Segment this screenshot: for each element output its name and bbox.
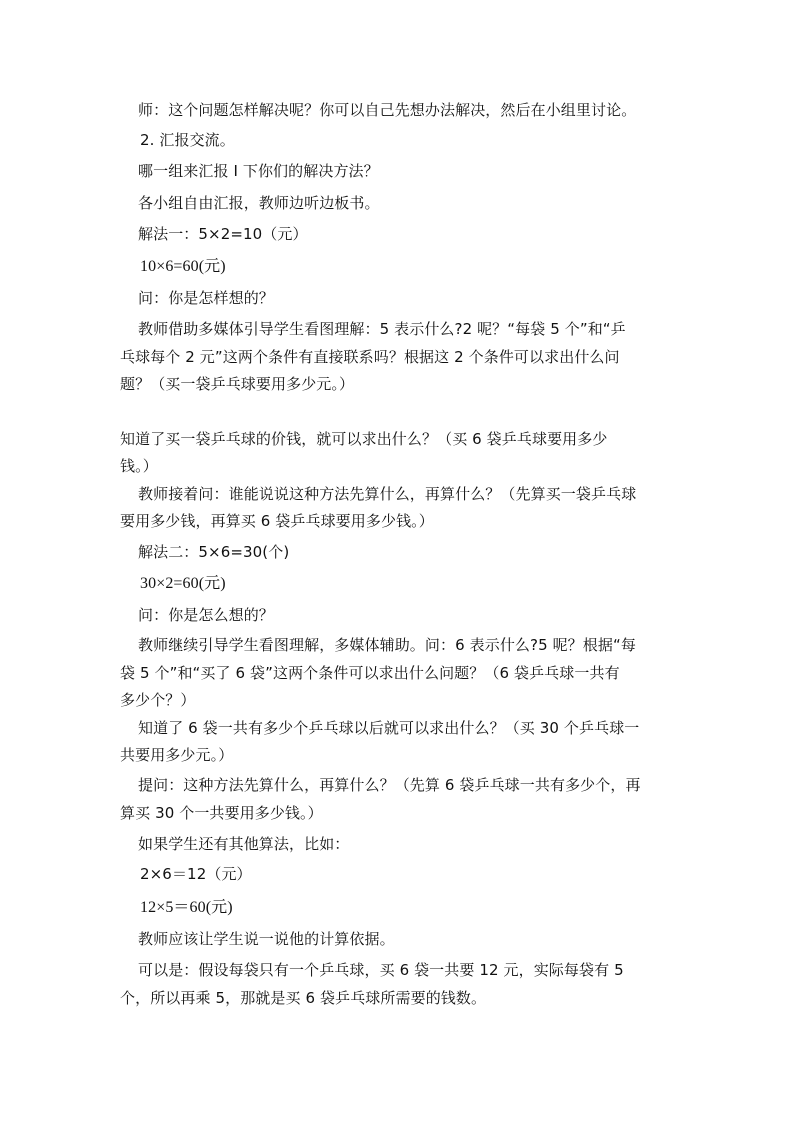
text-line: 教师接着问：谁能说说这种方法先算什么，再算什么？（先算买一袋乒乓球 [138,485,637,503]
text-line: 袋 5 个”和“买了 6 袋”这两个条件可以求出什么问题？（6 袋乒乓球一共有 [120,664,620,682]
text-line: 师：这个问题怎样解决呢？你可以自己先想办法解决，然后在小组里讨论。 [138,101,637,119]
equation-line: 12×5＝60(元) [140,899,233,916]
text-line: 哪一组来汇报 I 下你们的解决方法？ [138,162,379,180]
text-line: 教师应该让学生说一说他的计算依据。 [138,930,395,948]
section-heading: 2. 汇报交流。 [140,131,235,149]
text-line: 算买 30 个一共要用多少钱。） [120,804,323,822]
text-line: 教师借助多媒体引导学生看图理解：5 表示什么?2 呢？“每袋 5 个”和“乒 [138,320,626,338]
equation-line: 2×6＝12（元） [140,865,252,883]
text-line: 多少个？） [120,691,196,709]
solution-line: 解法二：5×6=30(个) [138,543,290,561]
text-line: 教师继续引导学生看图理解，多媒体辅助。问：6 表示什么?5 呢？根据“每 [138,636,636,654]
text-line: 如果学生还有其他算法，比如： [138,835,350,853]
text-line: 提问：这种方法先算什么，再算什么？（先算 6 袋乒乓球一共有多少个，再 [138,776,641,794]
question-line: 问：你是怎么想的？ [138,606,274,624]
equation-line: 10×6=60(元) [140,258,226,275]
text-line: 钱。） [120,457,158,475]
text-line: 乓球每个 2 元”这两个条件有直接联系吗？根据这 2 个条件可以求出什么问 [120,348,620,366]
text-line: 知道了买一袋乒乓球的价钱，就可以求出什么？（买 6 袋乒乓球要用多少 [120,430,608,448]
text-line: 要用多少钱，再算买 6 袋乒乓球要用多少钱。） [120,512,434,530]
text-line: 共要用多少元。） [120,746,234,764]
text-line: 各小组自由汇报，教师边听边板书。 [138,194,380,212]
text-line: 题？（买一袋乒乓球要用多少元。） [120,375,355,393]
solution-line: 解法一：5×2=10（元） [138,225,308,243]
equation-line: 30×2=60(元) [140,575,226,592]
text-line: 可以是：假设每袋只有一个乒乓球，买 6 袋一共要 12 元，实际每袋有 5 [138,961,624,979]
question-line: 问：你是怎样想的？ [138,289,274,307]
text-line: 知道了 6 袋一共有多少个乒乓球以后就可以求出什么？（买 30 个乒乓球一 [138,719,640,737]
text-line: 个，所以再乘 5，那就是买 6 袋乒乓球所需要的钱数。 [120,989,487,1007]
